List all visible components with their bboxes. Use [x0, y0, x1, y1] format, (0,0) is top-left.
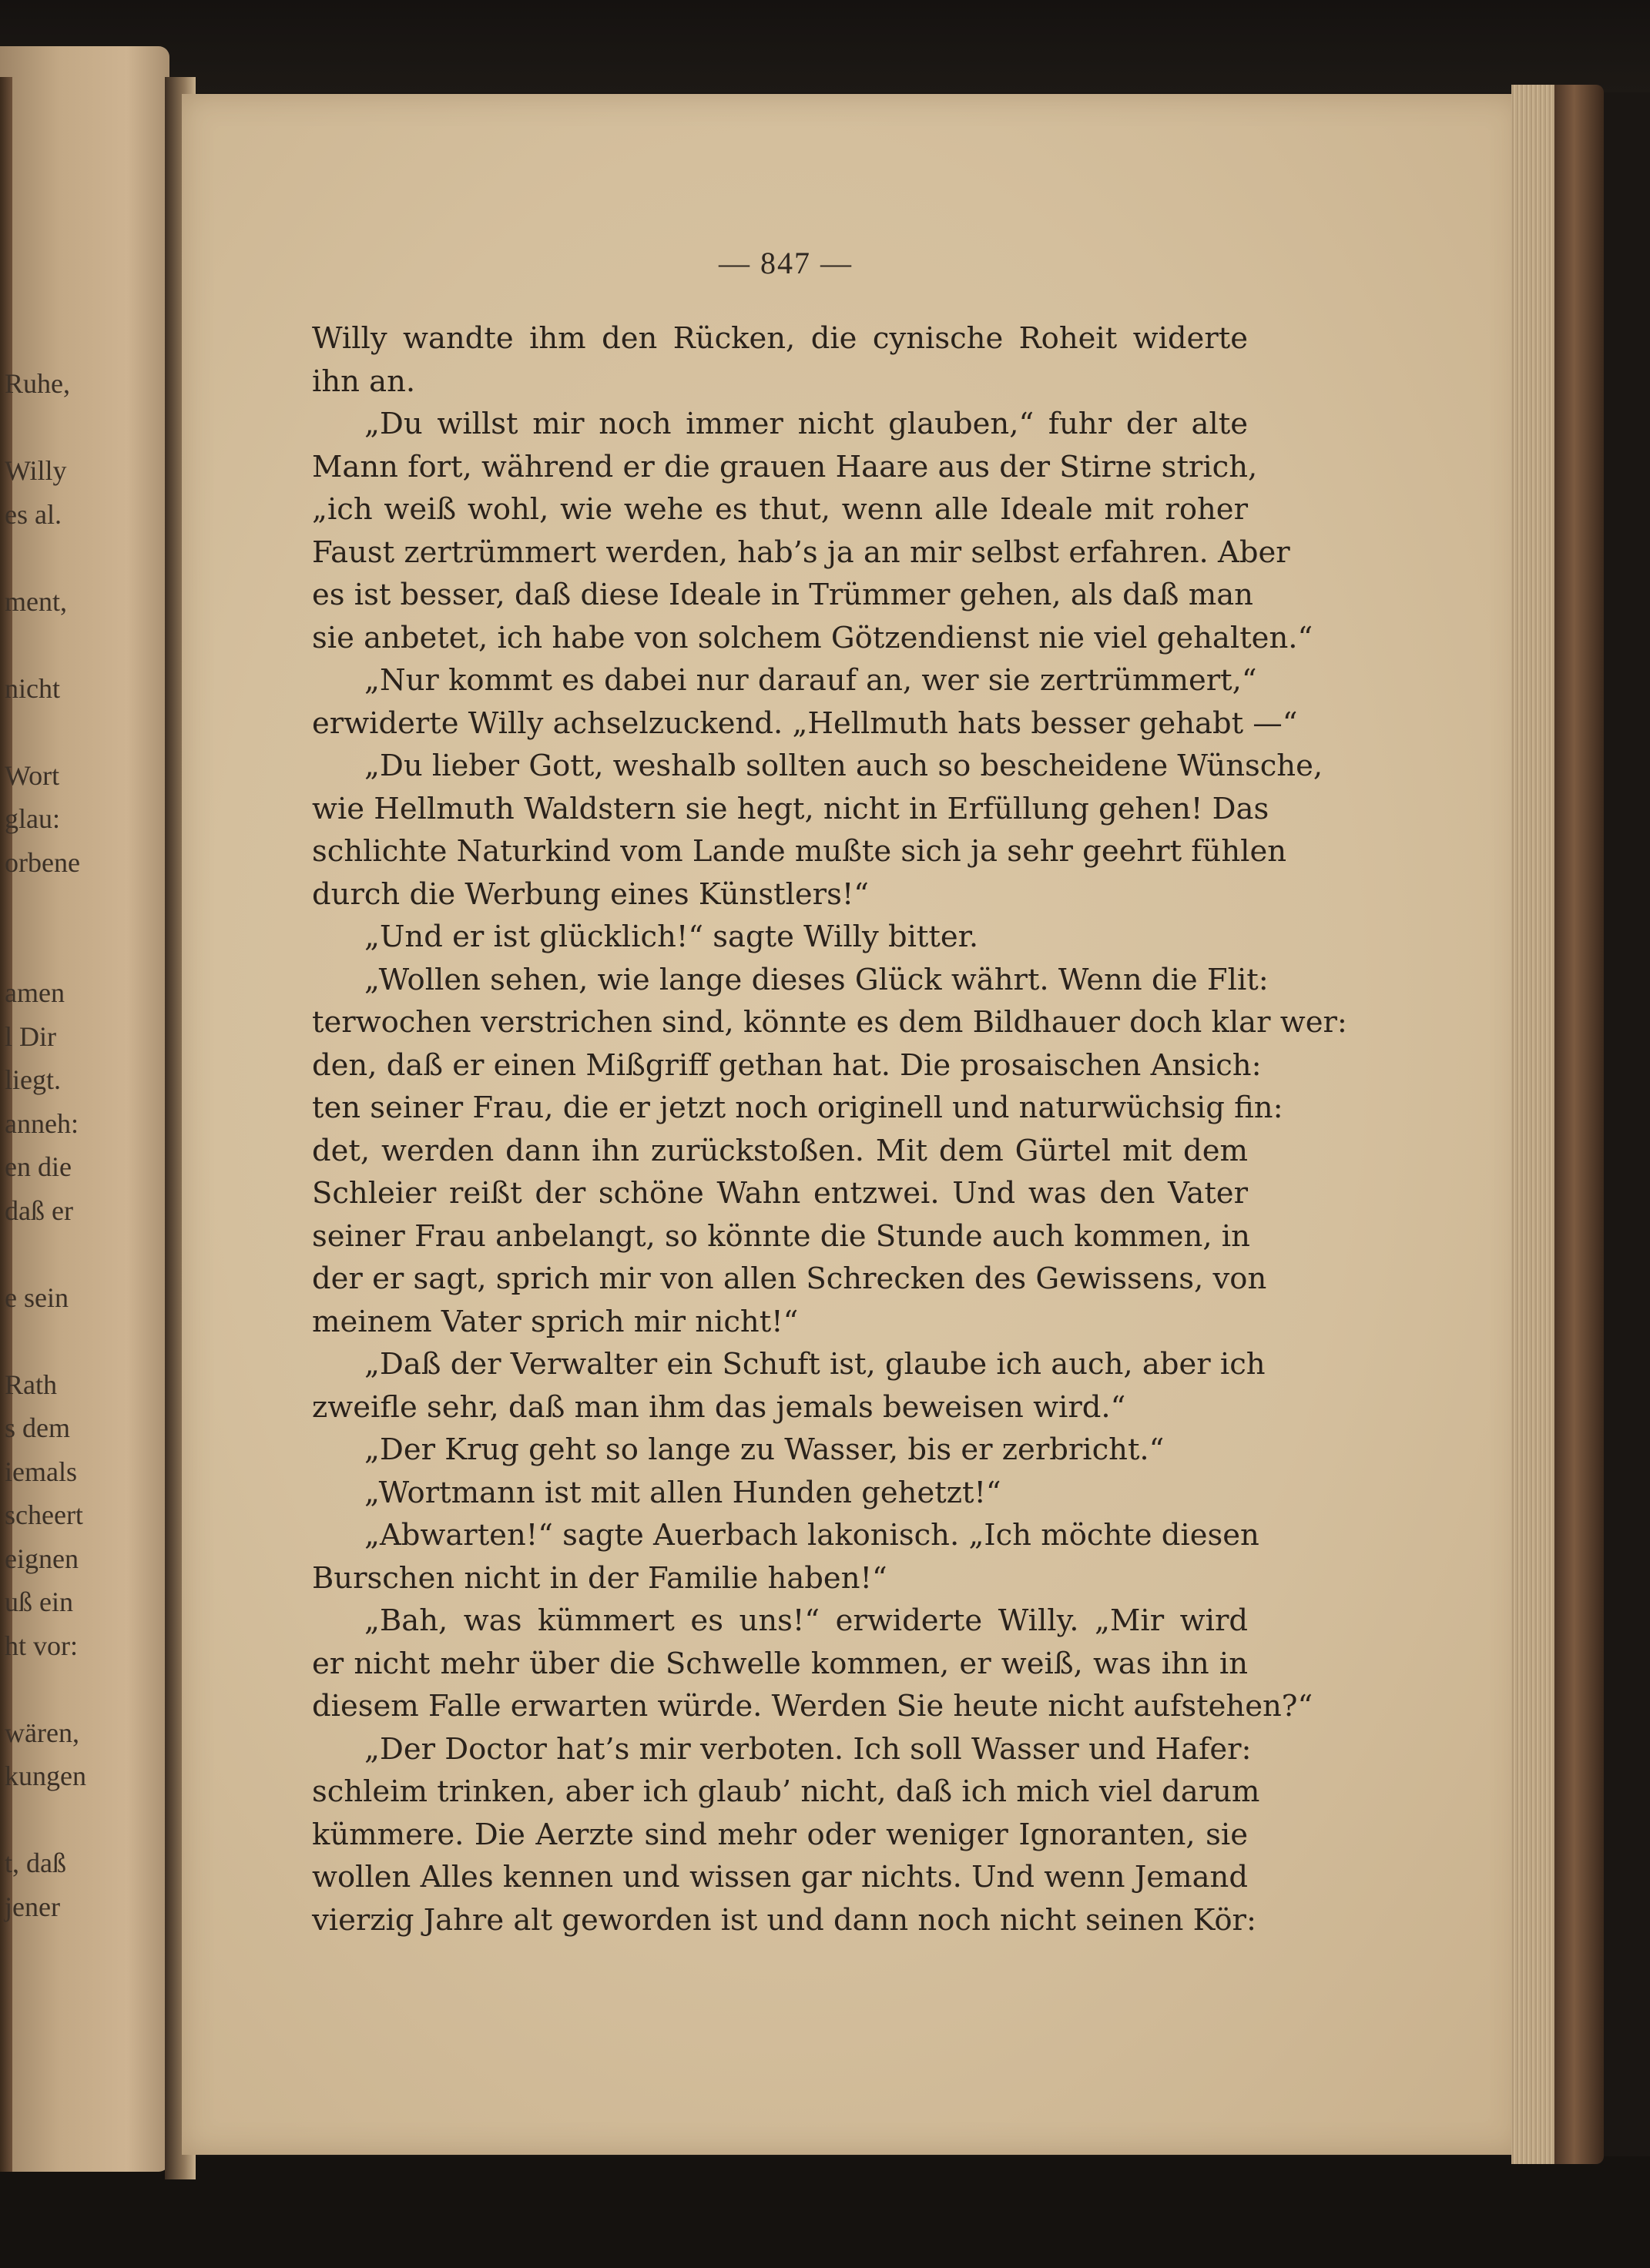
previous-page-fragment: s dem: [5, 1412, 70, 1443]
text-line: „Wollen sehen, wie lange dieses Glück währt. Wenn die Flit:: [364, 962, 1269, 997]
text-line: wie Hellmuth Waldstern sie hegt, nicht in Erfüllung gehen! Das: [312, 791, 1269, 826]
previous-page-fragment: uß ein: [5, 1586, 73, 1617]
text-line: Burschen nicht in der Familie haben!“: [312, 1560, 887, 1596]
text-line: zweifle sehr, daß man ihm das jemals beweisen wird.“: [312, 1389, 1126, 1425]
text-line: „Der Krug geht so lange zu Wasser, bis er zerbricht.“: [364, 1432, 1165, 1467]
page-fore-edge: [1511, 85, 1556, 2164]
text-line: „Nur kommt es dabei nur darauf an, wer sie zertrümmert,“: [364, 663, 1257, 698]
text-line: kümmere. Die Aerzte sind mehr oder weniger Ignoranten, sie: [312, 1817, 1248, 1852]
previous-page-fragment: kungen: [5, 1760, 86, 1791]
previous-page-fragment: Ruhe,: [5, 368, 70, 399]
previous-page-fragment: [5, 928, 66, 972]
previous-page-fragment: [5, 1319, 66, 1363]
previous-page-fragment: Rath: [5, 1369, 57, 1400]
text-line: det, werden dann ihn zurückstoßen. Mit dem Gürtel mit dem: [312, 1133, 1248, 1168]
text-line: „Du willst mir noch immer nicht glauben,“ fuhr der alte: [364, 407, 1248, 441]
text-line: „Und er ist glücklich!“ sagte Willy bitter.: [364, 920, 979, 954]
previous-page-fragment: orbene: [5, 846, 80, 878]
previous-page-fragment: [5, 1667, 66, 1711]
scan-background-top: [0, 0, 1650, 92]
previous-page-fragment: wären,: [5, 1717, 79, 1748]
previous-page-fragment: e sein: [5, 1281, 69, 1313]
text-line: Mann fort, während er die grauen Haare aus der Stirne strich,: [312, 449, 1258, 484]
text-line: der er sagt, sprich mir von allen Schrecken des Gewissens, von: [312, 1261, 1267, 1296]
previous-page-fragment: Wort: [5, 759, 60, 791]
text-line: schleim trinken, aber ich glaub’ nicht, daß ich mich viel darum: [312, 1774, 1260, 1809]
previous-page-fragment: nicht: [5, 672, 60, 704]
text-line: diesem Falle erwarten würde. Werden Sie heute nicht aufstehen?“: [312, 1689, 1313, 1724]
previous-page-fragment: es al.: [5, 498, 62, 530]
text-line: „Abwarten!“ sagte Auerbach lakonisch. „Ich möchte diesen: [364, 1518, 1259, 1553]
previous-page-fragment: glau:: [5, 803, 60, 834]
previous-page-fragment: [5, 536, 66, 580]
scan-background-bottom: [0, 2156, 1650, 2268]
body-text: [312, 317, 1347, 1941]
previous-page-fragment: Willy: [5, 455, 67, 486]
previous-page-fragment: jener: [5, 1891, 60, 1922]
text-line: schlichte Naturkind vom Lande mußte sich ja sehr geehrt fühlen: [312, 834, 1287, 869]
text-line: „Der Doctor hat’s mir verboten. Ich soll Wasser und Hafer:: [364, 1731, 1252, 1767]
text-line: ihn an.: [312, 363, 416, 399]
text-line: seiner Frau anbelangt, so könnte die Stunde auch kommen, in: [312, 1218, 1250, 1254]
right-cover-edge: [1554, 85, 1604, 2164]
text-line: Willy wandte ihm den Rücken, die cynische Roheit widerte: [312, 321, 1248, 356]
text-line: ten seiner Frau, die er jetzt noch originell und naturwüchsig fin:: [312, 1090, 1283, 1125]
text-line: er nicht mehr über die Schwelle kommen, er weiß, was ihn in: [312, 1646, 1248, 1681]
text-line: den, daß er einen Mißgriff gethan hat. Die prosaischen Ansich:: [312, 1047, 1262, 1083]
previous-page-fragment: [5, 1798, 66, 1842]
previous-page-fragment: iemals: [5, 1456, 77, 1487]
previous-page-fragment: scheert: [5, 1499, 83, 1530]
previous-page-fragment: daß er: [5, 1194, 73, 1226]
previous-page-fragment: t, daß: [5, 1848, 66, 1878]
previous-page-text-fragments: [5, 362, 86, 1928]
previous-page-fragment: l Dir: [5, 1020, 56, 1052]
text-line: „Du lieber Gott, weshalb sollten auch so bescheidene Wünsche,: [364, 749, 1323, 783]
previous-page-fragment: en die: [5, 1151, 72, 1182]
previous-page-fragment: liegt.: [5, 1064, 61, 1095]
page-number: — 847 —: [719, 246, 853, 280]
previous-page-fragment: anneh:: [5, 1107, 79, 1139]
previous-page-fragment: [5, 884, 66, 928]
text-line: „ich weiß wohl, wie wehe es thut, wenn alle Ideale mit roher: [312, 492, 1248, 527]
text-line: „Daß der Verwalter ein Schuft ist, glaube ich auch, aber ich: [364, 1347, 1266, 1382]
text-line: sie anbetet, ich habe von solchem Götzendienst nie viel gehalten.“: [312, 620, 1313, 655]
previous-page-fragment: [5, 1232, 66, 1276]
previous-page-fragment: [5, 406, 66, 450]
text-line: meinem Vater sprich mir nicht!“: [312, 1304, 799, 1339]
previous-page-edge: [0, 46, 169, 2172]
text-line: „Bah, was kümmert es uns!“ erwiderte Willy. „Mir wird: [364, 1603, 1248, 1638]
previous-page-fragment: [5, 623, 66, 667]
text-line: Schleier reißt der schöne Wahn entzwei. Und was den Vater: [312, 1176, 1248, 1211]
previous-page-fragment: [5, 710, 66, 754]
text-line: durch die Werbung eines Künstlers!“: [312, 876, 869, 912]
text-line: „Wortmann ist mit allen Hunden gehetzt!“: [364, 1475, 1001, 1510]
text-line: Faust zertrümmert werden, hab’s ja an mir selbst erfahren. Aber: [312, 534, 1290, 570]
text-line: vierzig Jahre alt geworden ist und dann noch nicht seinen Kör:: [312, 1902, 1256, 1938]
text-line: terwochen verstrichen sind, könnte es dem Bildhauer doch klar wer:: [312, 1005, 1347, 1040]
previous-page-fragment: ment,: [5, 585, 67, 617]
previous-page-fragment: ht vor:: [5, 1630, 78, 1661]
previous-page-fragment: eignen: [5, 1543, 79, 1574]
previous-page-fragment: amen: [5, 977, 65, 1008]
text-line: erwiderte Willy achselzuckend. „Hellmuth hats besser gehabt —“: [312, 705, 1298, 741]
text-line: es ist besser, daß diese Ideale in Trümmer gehen, als daß man: [312, 578, 1253, 612]
text-line: wollen Alles kennen und wissen gar nichts. Und wenn Jemand: [312, 1860, 1248, 1894]
